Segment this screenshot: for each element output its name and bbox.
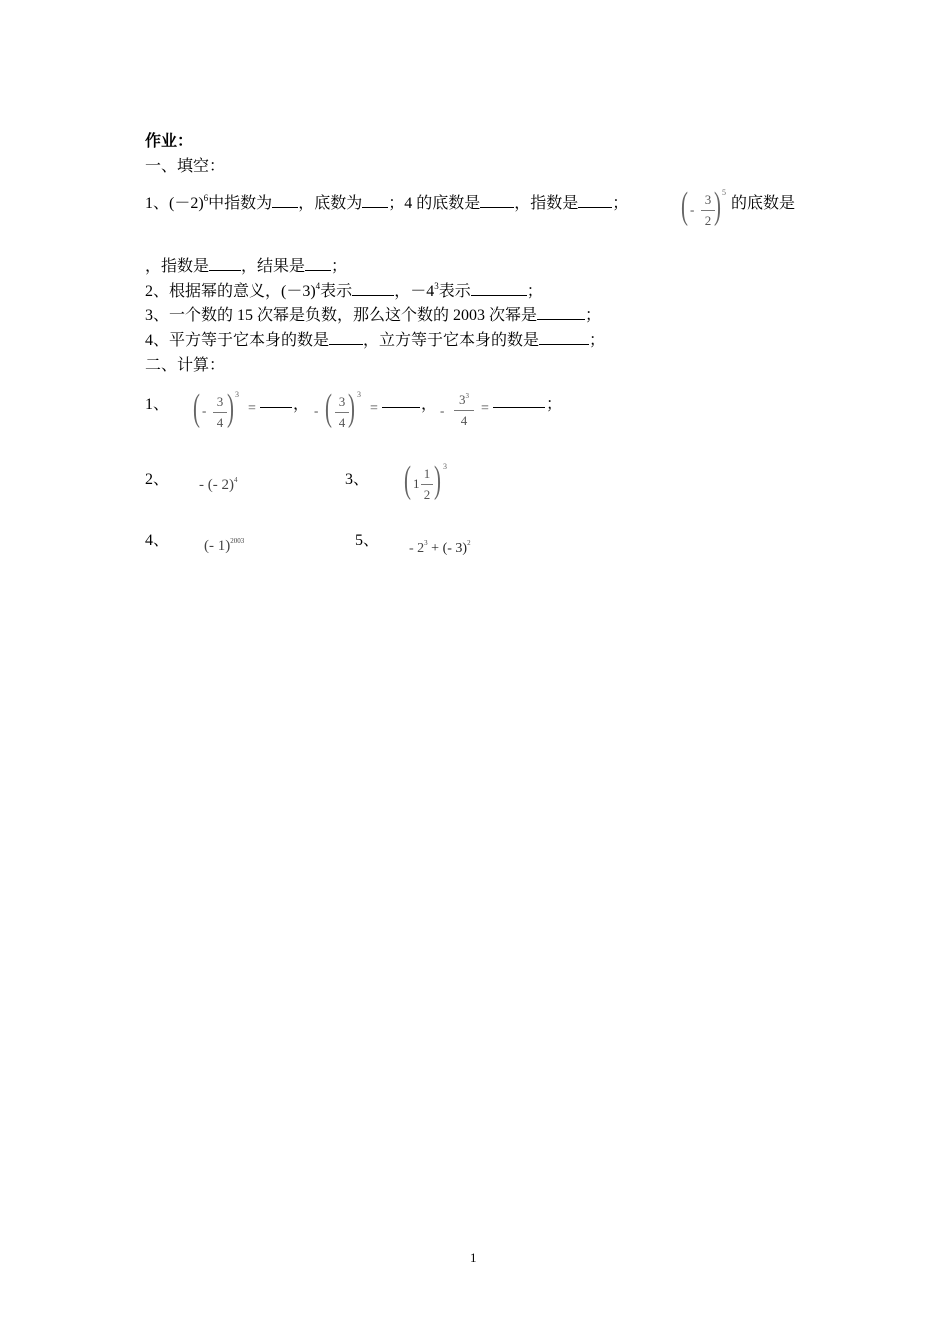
question-1-continued: ，指数是 ，结果是 ； [145,253,347,276]
calc-number-3: 3、 [345,471,370,488]
question-3: 3、一个数的 15 次幂是负数，那么这个数的 2003 次幂是 ； [145,302,601,325]
answer-blank[interactable] [305,255,331,271]
answer-blank[interactable] [493,392,545,408]
calc-number-2: 2、 [145,471,170,488]
section-calculation-heading: 二、计算： [145,357,226,374]
answer-blank[interactable] [272,192,298,208]
answer-blank[interactable] [537,304,585,320]
question-1-tail: 的底数是 [731,195,796,212]
answer-blank[interactable] [578,192,612,208]
section-fill-blank-heading: 一、填空： [145,158,226,175]
answer-blank[interactable] [471,280,527,296]
question-2: 2、根据幂的意义，$(-3)^4$表示 ，$-4^3$表示 ； [145,281,543,300]
calc-expression-5: - $2^3$ + (- 3)$^2$ [409,539,471,556]
answer-blank[interactable] [329,329,363,345]
calc-number-5: 5、 [355,532,380,549]
answer-blank[interactable] [352,280,394,296]
question-4: 4、平方等于它本身的数是 ，立方等于它本身的数是 ； [145,327,605,350]
calc-expression-2: - (- 2)$^4$ [199,476,238,493]
answer-blank[interactable] [209,255,241,271]
calc-expression-4: (- 1)$^{2003}$ [204,537,245,554]
page-number: 1 [470,1250,477,1265]
calc-number-1: 1、 [145,396,170,413]
answer-blank[interactable] [260,392,292,408]
answer-blank[interactable] [539,329,589,345]
answer-blank[interactable] [362,192,388,208]
answer-blank[interactable] [382,392,420,408]
question-1: 1、$(-2)^6$中指数为 ，底数为 ；4 的底数是 ，指数是 ； [145,193,629,212]
answer-blank[interactable] [480,192,514,208]
document-page: 作业： 一、填空： 1、$(-2)^6$中指数为 ，底数为 ；4 的底数是 ，指数是 ； ( - 3 2 ) 5 的底数是 ，指数是 ，结果是 ； 2、根据幂的意义，$(-3)^4$表示 ，$-4^3$表示 ； 3、一个数的 15 次幂是负数，那么这个数的 2003 次幂是 ； 4、平方等于它本身的数是 ，立方等于它本身的数是 ； 二、计算： 1、 ( - 3 4 ) 3 = ， - ( 3 4 ) 3 = ， - $3^3$ 4 = ； 2、 - (- 2)$^4$ 3、 ( 1 1 2 ) 3 4、 (- 1)$^{2003}$ 5、 - $2^3$ + (- 3)$^2$ 1 [0,0,950,1344]
calc-number-4: 4、 [145,532,170,549]
homework-title: 作业： [145,131,194,150]
